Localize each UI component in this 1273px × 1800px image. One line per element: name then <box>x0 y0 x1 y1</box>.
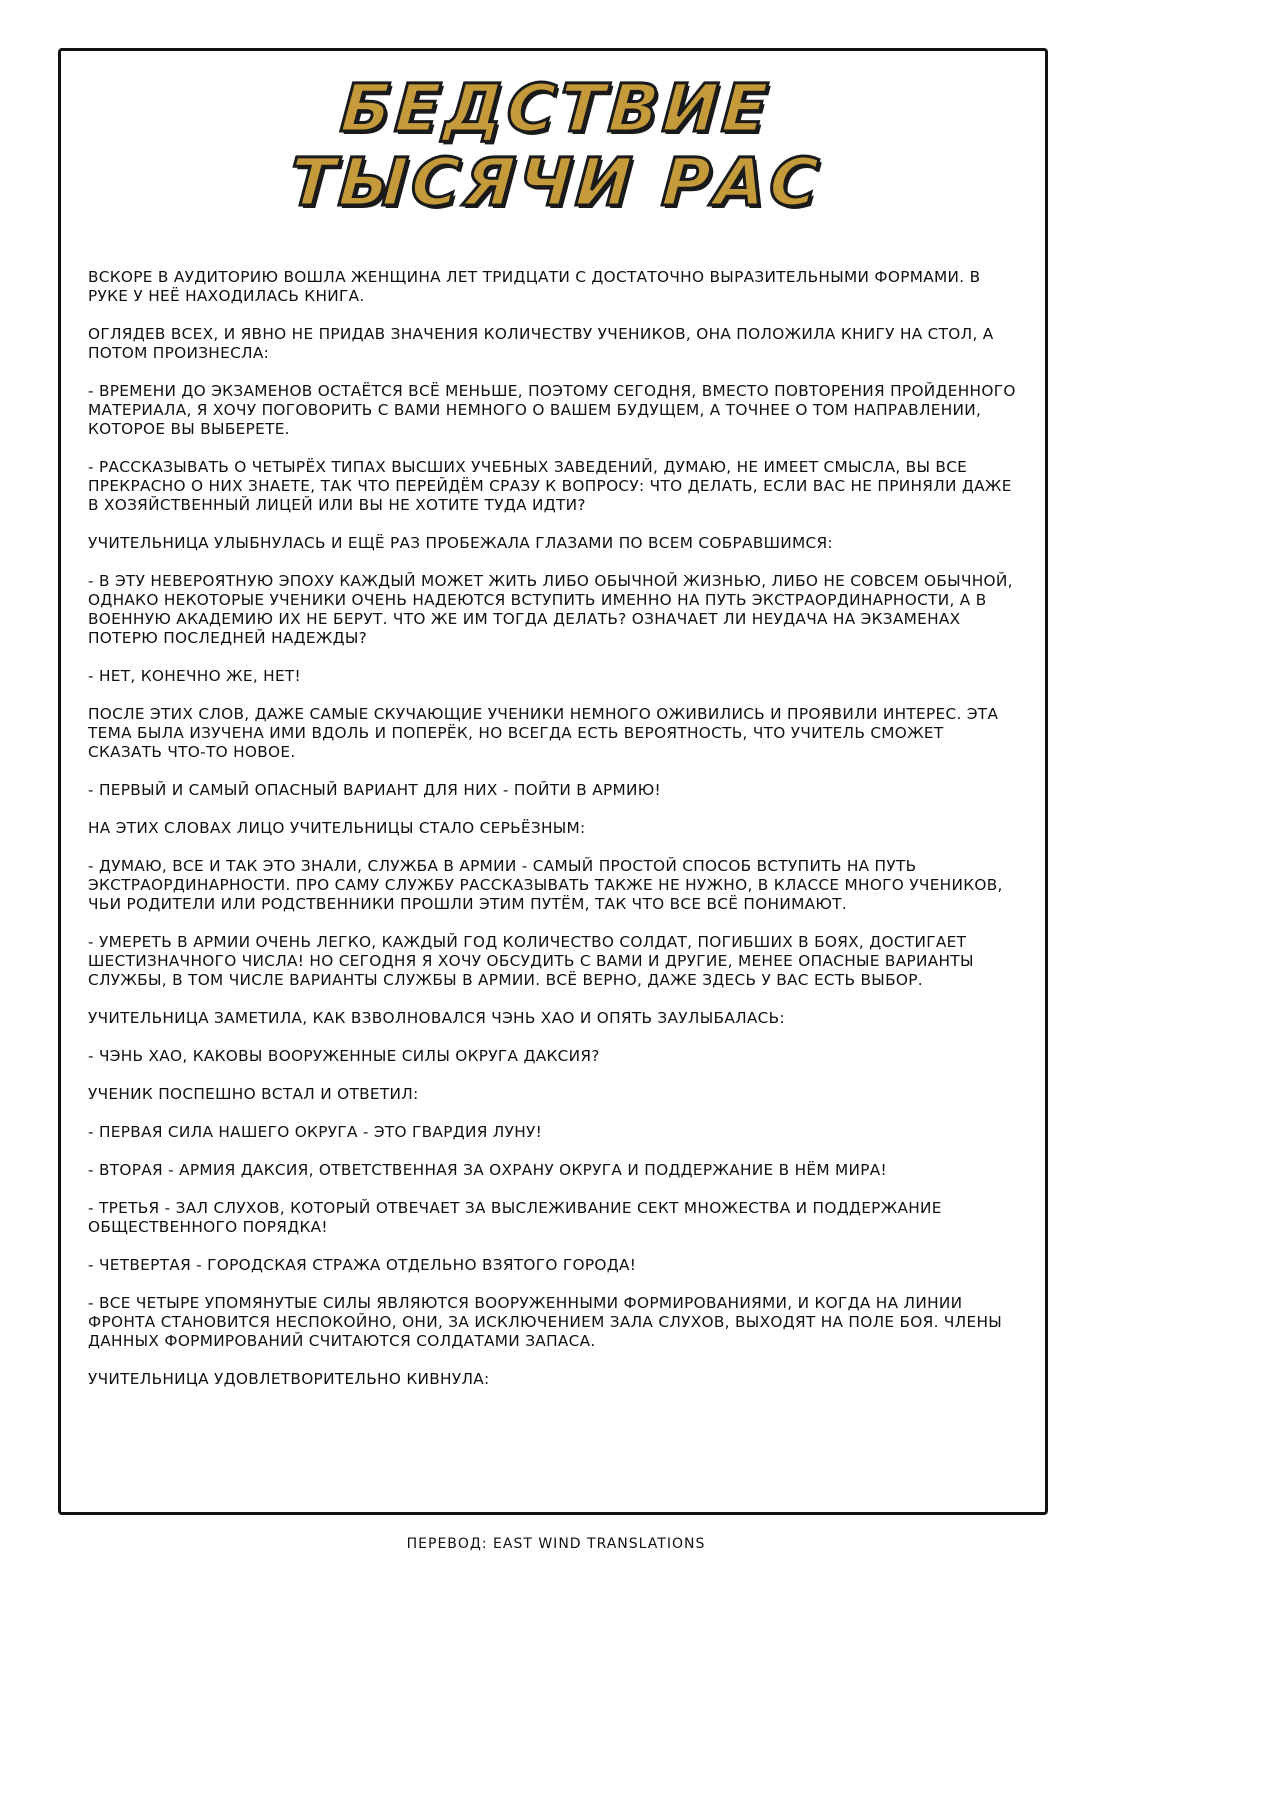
paragraph: - РАССКАЗЫВАТЬ О ЧЕТЫРЁХ ТИПАХ ВЫСШИХ УЧЕБНЫХ ЗАВЕДЕНИЙ, ДУМАЮ, НЕ ИМЕЕТ СМЫСЛА, ВЫ ВСЕ ПРЕКРАСНО О НИХ ЗНАЕТЕ, ТАК ЧТО ПЕРЕЙДЁМ СРАЗУ К ВОПРОСУ: ЧТО ДЕЛАТЬ, ЕСЛИ ВАС НЕ ПРИНЯЛИ ДАЖЕ В ХОЗЯЙСТВЕННЫЙ ЛИЦЕЙ ИЛИ ВЫ НЕ ХОТИТЕ ТУДА ИДТИ? <box>88 458 1012 514</box>
paragraph: - ВСЕ ЧЕТЫРЕ УПОМЯНУТЫЕ СИЛЫ ЯВЛЯЮТСЯ ВООРУЖЕННЫМИ ФОРМИРОВАНИЯМИ, И КОГДА НА ЛИНИИ ФРОНТА СТАНОВИТСЯ НЕСПОКОЙНО, ОНИ, ЗА ИСКЛЮЧЕНИЕМ ЗАЛА СЛУХОВ, ВЫХОДЯТ НА ПОЛЕ БОЯ. ЧЛЕНЫ ДАННЫХ ФОРМИРОВАНИЙ СЧИТАЮТСЯ СОЛДАТАМИ ЗАПАСА. <box>88 1294 1003 1350</box>
body-text <box>88 268 1020 1408</box>
paragraph: НА ЭТИХ СЛОВАХ ЛИЦО УЧИТЕЛЬНИЦЫ СТАЛО СЕРЬЁЗНЫМ: <box>88 819 586 837</box>
paragraph: - ПЕРВЫЙ И САМЫЙ ОПАСНЫЙ ВАРИАНТ ДЛЯ НИХ - ПОЙТИ В АРМИЮ! <box>88 781 661 799</box>
paragraph: УЧИТЕЛЬНИЦА УДОВЛЕТВОРИТЕЛЬНО КИВНУЛА: <box>88 1370 490 1388</box>
paragraph: - ВРЕМЕНИ ДО ЭКЗАМЕНОВ ОСТАЁТСЯ ВСЁ МЕНЬШЕ, ПОЭТОМУ СЕГОДНЯ, ВМЕСТО ПОВТОРЕНИЯ ПРОЙДЕННОГО МАТЕРИАЛА, Я ХОЧУ ПОГОВОРИТЬ С ВАМИ НЕМНОГО О ВАШЕМ БУДУЩЕМ, А ТОЧНЕЕ О ТОМ НАПРАВЛЕНИИ, КОТОРОЕ ВЫ ВЫБЕРЕТЕ. <box>88 382 1016 438</box>
paragraph: ПОСЛЕ ЭТИХ СЛОВ, ДАЖЕ САМЫЕ СКУЧАЮЩИЕ УЧЕНИКИ НЕМНОГО ОЖИВИЛИСЬ И ПРОЯВИЛИ ИНТЕРЕС. ЭТА ТЕМА БЫЛА ИЗУЧЕНА ИМИ ВДОЛЬ И ПОПЕРЁК, НО ВСЕГДА ЕСТЬ ВЕРОЯТНОСТЬ, ЧТО УЧИТЕЛЬ СМОЖЕТ СКАЗАТЬ ЧТО-ТО НОВОЕ. <box>88 705 999 761</box>
paragraph: - ТРЕТЬЯ - ЗАЛ СЛУХОВ, КОТОРЫЙ ОТВЕЧАЕТ ЗА ВЫСЛЕЖИВАНИЕ СЕКТ МНОЖЕСТВА И ПОДДЕРЖАНИЕ ОБЩЕСТВЕННОГО ПОРЯДКА! <box>88 1199 942 1236</box>
paragraph: - ВТОРАЯ - АРМИЯ ДАКСИЯ, ОТВЕТСТВЕННАЯ ЗА ОХРАНУ ОКРУГА И ПОДДЕРЖАНИЕ В НЁМ МИРА! <box>88 1161 887 1179</box>
paragraph: ВСКОРЕ В АУДИТОРИЮ ВОШЛА ЖЕНЩИНА ЛЕТ ТРИДЦАТИ С ДОСТАТОЧНО ВЫРАЗИТЕЛЬНЫМИ ФОРМАМИ. В РУКЕ У НЕЁ НАХОДИЛАСЬ КНИГА. <box>88 268 981 305</box>
paragraph: - УМЕРЕТЬ В АРМИИ ОЧЕНЬ ЛЕГКО, КАЖДЫЙ ГОД КОЛИЧЕСТВО СОЛДАТ, ПОГИБШИХ В БОЯХ, ДОСТИГАЕТ ШЕСТИЗНАЧНОГО ЧИСЛА! НО СЕГОДНЯ Я ХОЧУ ОБСУДИТЬ С ВАМИ И ДРУГИЕ, МЕНЕЕ ОПАСНЫЕ ВАРИАНТЫ СЛУЖБЫ, В ТОМ ЧИСЛЕ ВАРИАНТЫ СЛУЖБЫ В АРМИИ. ВСЁ ВЕРНО, ДАЖЕ ЗДЕСЬ У ВАС ЕСТЬ ВЫБОР. <box>88 933 974 989</box>
paragraph: УЧИТЕЛЬНИЦА УЛЫБНУЛАСЬ И ЕЩЁ РАЗ ПРОБЕЖАЛА ГЛАЗАМИ ПО ВСЕМ СОБРАВШИМСЯ: <box>88 534 833 552</box>
paragraph: - ДУМАЮ, ВСЕ И ТАК ЭТО ЗНАЛИ, СЛУЖБА В АРМИИ - САМЫЙ ПРОСТОЙ СПОСОБ ВСТУПИТЬ НА ПУТЬ ЭКСТРАОРДИНАРНОСТИ. ПРО САМУ СЛУЖБУ РАССКАЗЫВАТЬ ТАКЖЕ НЕ НУЖНО, В КЛАССЕ МНОГО УЧЕНИКОВ, ЧЬИ РОДИТЕЛИ ИЛИ РОДСТВЕННИКИ ПРОШЛИ ЭТИМ ПУТЁМ, ТАК ЧТО ВСЕ ВСЁ ПОНИМАЮТ. <box>88 857 1003 913</box>
paragraph: - ПЕРВАЯ СИЛА НАШЕГО ОКРУГА - ЭТО ГВАРДИЯ ЛУНУ! <box>88 1123 543 1141</box>
title-line-1: БЕДСТВИЕ <box>338 70 774 147</box>
paragraph: УЧИТЕЛЬНИЦА ЗАМЕТИЛА, КАК ВЗВОЛНОВАЛСЯ ЧЭНЬ ХАО И ОПЯТЬ ЗАУЛЫБАЛАСЬ: <box>88 1009 785 1027</box>
title-line-2: ТЫСЯЧИ РАС <box>287 144 825 221</box>
paragraph: - ЧЕТВЕРТАЯ - ГОРОДСКАЯ СТРАЖА ОТДЕЛЬНО ВЗЯТОГО ГОРОДА! <box>88 1256 637 1274</box>
paragraph: - В ЭТУ НЕВЕРОЯТНУЮ ЭПОХУ КАЖДЫЙ МОЖЕТ ЖИТЬ ЛИБО ОБЫЧНОЙ ЖИЗНЬЮ, ЛИБО НЕ СОВСЕМ ОБЫЧНОЙ, ОДНАКО НЕКОТОРЫЕ УЧЕНИКИ ОЧЕНЬ НАДЕЮТСЯ ВСТУПИТЬ ИМЕННО НА ПУТЬ ЭКСТРАОРДИНАРНОСТИ, А В ВОЕННУЮ АКАДЕМИЮ ИХ НЕ БЕРУТ. ЧТО ЖЕ ИМ ТОГДА ДЕЛАТЬ? ОЗНАЧАЕТ ЛИ НЕУДАЧА НА ЭКЗАМЕНАХ ПОТЕРЮ ПОСЛЕДНЕЙ НАДЕЖДЫ? <box>88 572 1013 647</box>
paragraph: - ЧЭНЬ ХАО, КАКОВЫ ВООРУЖЕННЫЕ СИЛЫ ОКРУГА ДАКСИЯ? <box>88 1047 600 1065</box>
translation-credit: ПЕРЕВОД: EAST WIND TRANSLATIONS <box>406 1536 706 1552</box>
paragraph: УЧЕНИК ПОСПЕШНО ВСТАЛ И ОТВЕТИЛ: <box>88 1085 419 1103</box>
paragraph: ОГЛЯДЕВ ВСЕХ, И ЯВНО НЕ ПРИДАВ ЗНАЧЕНИЯ КОЛИЧЕСТВУ УЧЕНИКОВ, ОНА ПОЛОЖИЛА КНИГУ НА СТОЛ, А ПОТОМ ПРОИЗНЕСЛА: <box>88 325 994 362</box>
chapter-title <box>0 72 1112 220</box>
paragraph: - НЕТ, КОНЕЧНО ЖЕ, НЕТ! <box>88 667 301 685</box>
